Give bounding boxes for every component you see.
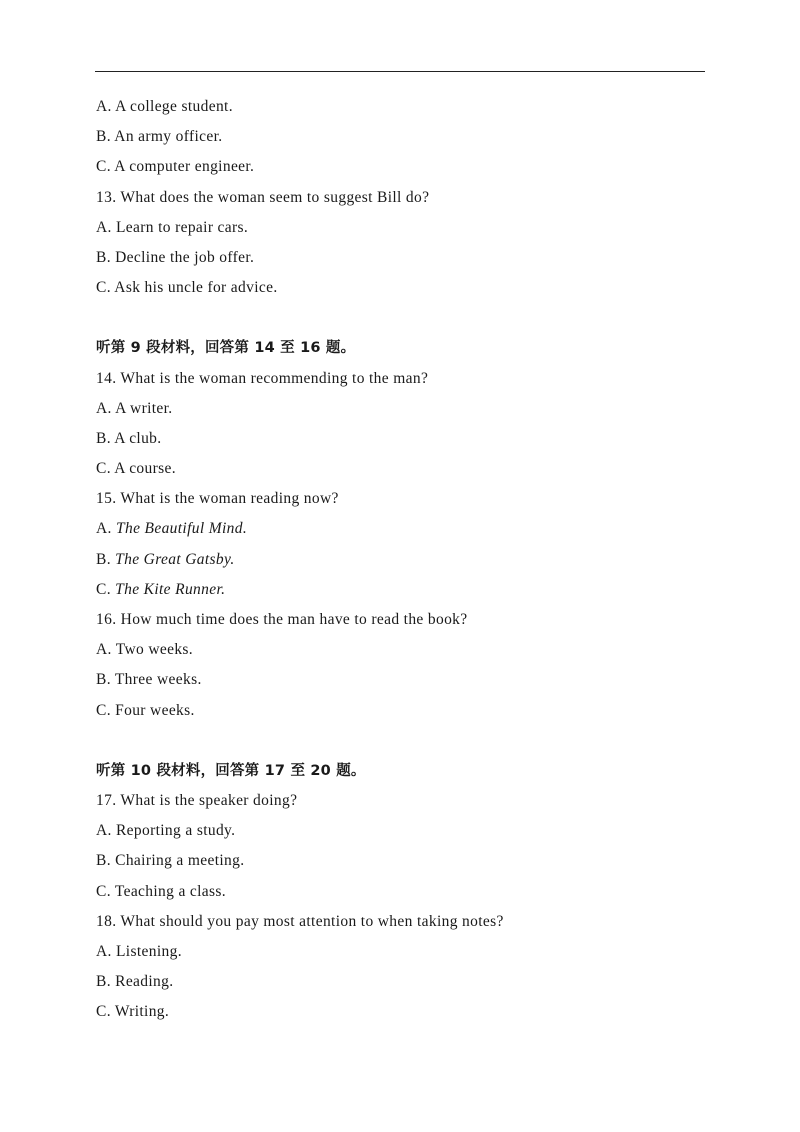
option-text: B. Decline the job offer. <box>96 248 255 266</box>
question-text: 13. What does the woman seem to suggest Bill do? <box>96 188 430 206</box>
question-text: 17. What is the speaker doing? <box>96 791 298 809</box>
question-text: 18. What should you pay most attention to when taking notes? <box>96 912 504 930</box>
option-text: A. Listening. <box>96 942 182 960</box>
option-text <box>96 575 736 605</box>
book-title: The Great Gatsby. <box>115 550 235 568</box>
option-prefix: A. <box>96 520 116 538</box>
option-text: A. Reporting a study. <box>96 822 236 840</box>
option-text: C. Writing. <box>96 1003 170 1021</box>
option-text: C. Teaching a class. <box>96 882 227 900</box>
section-passage-10 <box>96 756 736 1028</box>
section-heading: 听第 9 段材料，回答第 14 至 16 题。 <box>96 340 356 357</box>
option-text: B. A club. <box>96 429 162 447</box>
header-rule <box>95 71 705 72</box>
option-text <box>96 545 736 575</box>
option-text: A. A writer. <box>96 399 173 417</box>
option-text: B. Chairing a meeting. <box>96 852 245 870</box>
section-passage-9 <box>96 333 736 725</box>
question-text: 15. What is the woman reading now? <box>96 490 339 508</box>
option-text: C. A computer engineer. <box>96 158 255 176</box>
option-text: A. A college student. <box>96 98 233 115</box>
option-text: A. Two weeks. <box>96 641 194 659</box>
section-heading: 听第 10 段材料，回答第 17 至 20 题。 <box>96 762 366 779</box>
option-text <box>96 514 736 544</box>
option-text: C. Four weeks. <box>96 701 195 719</box>
option-prefix: B. <box>96 550 116 568</box>
option-text: B. An army officer. <box>96 128 223 146</box>
document-body <box>96 92 736 1027</box>
book-title: The Beautiful Mind. <box>116 520 248 538</box>
option-text: B. Three weeks. <box>96 671 202 689</box>
option-text: A. Learn to repair cars. <box>96 218 249 236</box>
question-text: 16. How much time does the man have to read the book? <box>96 611 468 628</box>
question-block-12-13 <box>96 92 736 303</box>
option-prefix: C. <box>96 580 116 598</box>
question-text: 14. What is the woman recommending to the man? <box>96 369 429 387</box>
option-text: B. Reading. <box>96 973 174 991</box>
option-text: C. Ask his uncle for advice. <box>96 279 278 297</box>
book-title: The Kite Runner. <box>115 580 226 598</box>
option-text: C. A course. <box>96 460 176 478</box>
